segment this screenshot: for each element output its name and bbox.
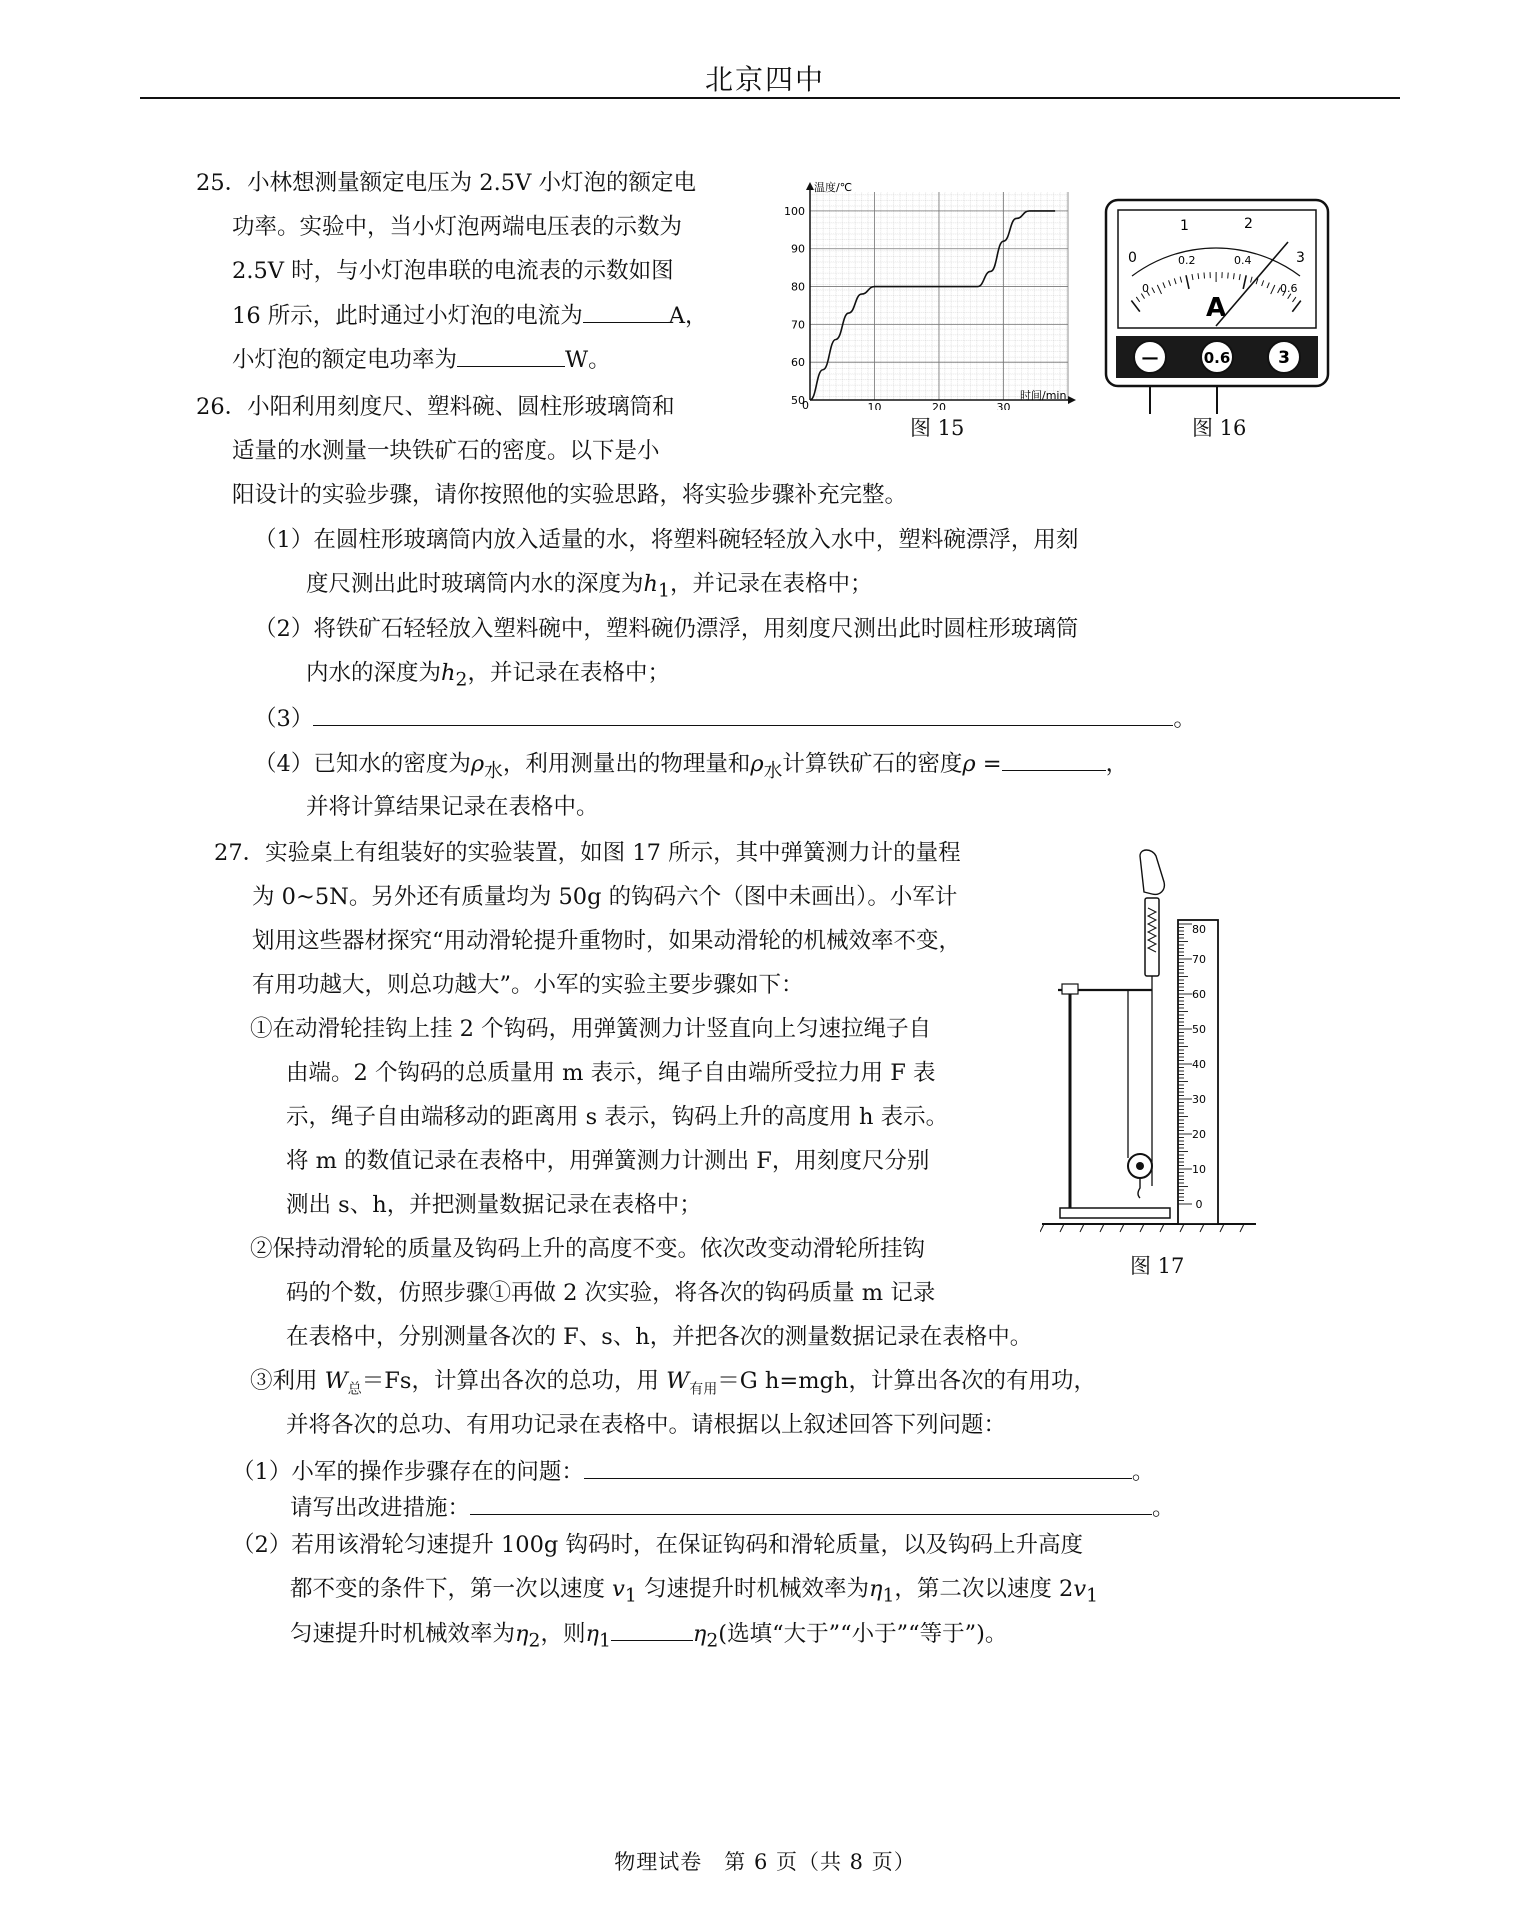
q26-step4-mid: ，利用测量出的物理量和 [502,751,751,777]
q27-sub2-b-text: 都不变的条件下，第一次以速度 [290,1576,613,1602]
q27-sub2-b [290,1574,1098,1612]
q27-intro-4: 有用功越大，则总功越大”。小军的实验主要步骤如下： [252,972,804,998]
fig15-x-label: 时间/min [1020,389,1067,402]
q26-step1-a: （1）在圆柱形玻璃筒内放入适量的水，将塑料碗轻轻放入水中，塑料碗漂浮，用刻 [254,527,1079,553]
q26-step3-blank[interactable] [313,703,1173,726]
q25-unit-w: W。 [565,347,611,373]
q27-step2-3: 在表格中，分别测量各次的 F、s、h，并把各次的测量数据记录在表格中。 [286,1324,1033,1350]
q25-line-4-text: 16 所示，此时通过小灯泡的电流为 [232,303,583,329]
q27-problem-blank[interactable] [584,1456,1132,1479]
q25-current-blank[interactable] [583,300,669,323]
q27-w-useful-sub: 有用 [689,1381,718,1398]
q25-line-2: 功率。实验中，当小灯泡两端电压表的示数为 [232,214,683,240]
q26-step1-b-text: 度尺测出此时玻璃筒内水的深度为 [306,571,644,597]
fig17-base [1060,1208,1170,1218]
q26-line-3: 阳设计的实验步骤，请你按照他的实验思路，将实验步骤补充完整。 [232,482,908,508]
fig15-chart [772,178,1088,410]
fig15-y-label: 温度/℃ [814,181,853,194]
fig16-top-0: 0 [1128,250,1137,266]
q26-step2-b [306,658,670,696]
fig16-top-2: 2 [1244,216,1253,232]
fig17-ruler-label-60: 60 [1192,988,1206,1001]
header-rule [140,97,1400,99]
fig15-origin-label: 0 [802,399,809,410]
q26-step4-end: ， [1105,751,1129,777]
fig15-x-arrow-icon [1068,396,1076,404]
q27-v-sub-2: 1 [1086,1585,1099,1607]
fig15-caption: 图 15 [910,416,965,440]
q27-sub1-question [232,1456,1154,1487]
q26-density-eq: ρ = [962,751,1002,777]
q27-sub2-b-mid: 匀速提升时机械效率为 [636,1576,869,1602]
q27-step1-4: 将 m 的数值记录在表格中，用弹簧测力计测出 F，用刻度尺分别 [286,1148,930,1174]
fig17-ruler-label-20: 20 [1192,1128,1206,1141]
fig17-ruler-label-10: 10 [1192,1163,1206,1176]
fig15-ytick-70: 70 [791,318,805,332]
q27-sub2-c-mid: ，则 [540,1621,586,1647]
q27-sub1-fix [290,1492,1175,1523]
q25-line-4 [232,300,708,331]
q27-sub2-a: （2）若用该滑轮匀速提升 100g 钩码时，在保证钩码和滑轮质量，以及钩码上升高度 [232,1532,1083,1558]
q27-sub1-text: （1）小军的操作步骤存在的问题： [232,1459,584,1485]
fig17-ruler-label-0: 0 [1195,1198,1203,1211]
fig15-ytick-80: 80 [791,280,805,294]
fig17-hook-icon [1138,1178,1140,1198]
fig17-clamp [1062,984,1078,994]
q27-step1-3: 示，绳子自由端移动的距离用 s 表示，钩码上升的高度用 h 表示。 [286,1104,949,1130]
fig15-ytick-90: 90 [791,242,805,256]
q26-density-blank[interactable] [1002,748,1106,771]
fig16-tick [1228,273,1229,279]
fig15-y-arrow-icon [806,182,814,190]
q26-line-1: 26．小阳利用刻度尺、塑料碗、圆柱形玻璃筒和 [196,394,675,420]
q25-unit-a: A， [668,303,708,329]
q27-v: v [612,1576,625,1602]
fig16-bottom-3: 0.6 [1280,282,1298,295]
q26-rho: ρ [470,751,485,777]
q26-rho-2: ρ [750,751,764,777]
fig15-xtick-10: 10 [867,401,882,410]
q27-sub2-b-mid2: ，第二次以速度 2 [894,1576,1074,1602]
q27-v-sub: 1 [624,1585,637,1607]
fig16-terminal-label-06: 0.6 [1203,349,1231,367]
q27-step1-2: 由端。2 个钩码的总质量用 m 表示，绳子自由端所受拉力用 F 表 [286,1060,936,1086]
q26-rho-sub-2: 水 [763,760,783,782]
q27-eta2-cmp-sub: 2 [706,1630,719,1652]
q27-sub2-c [290,1618,1007,1657]
q27-sub1-period: 。 [1131,1459,1155,1485]
page-footer: 物理试卷 第 6 页（共 8 页） [614,1850,916,1874]
q27-v-2: v [1073,1576,1087,1602]
q26-h2-var: h [441,660,456,686]
q26-step4-mid2: 计算铁矿石的密度 [782,751,963,777]
q27-fix-text: 请写出改进措施： [290,1495,471,1521]
q27-step3-pre: ③利用 [250,1368,325,1394]
q27-intro-2: 为 0~5N。另外还有质量均为 50g 的钩码六个（图中未画出）。小军计 [252,884,958,910]
fig15-xtick-30: 30 [996,401,1011,410]
q26-step2-a: （2）将铁矿石轻轻放入塑料碗中，塑料碗仍漂浮，用刻度尺测出此时圆柱形玻璃筒 [254,616,1079,642]
q27-eta1-cmp: η [585,1621,599,1647]
q27-step1-1: ①在动滑轮挂钩上挂 2 个钩码，用弹簧测力计竖直向上匀速拉绳子自 [250,1016,932,1042]
q26-step3-end: 。 [1173,706,1196,732]
q26-step1-b-end: ，并记录在表格中； [669,571,873,597]
q25-line-1: 25．小林想测量额定电压为 2.5V 小灯泡的额定电 [196,170,696,196]
q25-line-5-text: 小灯泡的额定电功率为 [232,347,458,373]
q26-h-var: h [643,571,659,597]
fig17-apparatus [1040,846,1260,1236]
fig17-pulley-axle [1136,1162,1144,1170]
q26-line-2: 适量的水测量一块铁矿石的密度。以下是小 [232,438,660,464]
q26-h-sub: 1 [658,580,670,602]
fig17-ruler-label-80: 80 [1192,923,1206,936]
fig17-ruler-label-30: 30 [1192,1093,1206,1106]
q26-step4-b: 并将计算结果记录在表格中。 [306,794,599,820]
fig16-bottom-2: 0.4 [1234,254,1252,267]
fig17-hand-icon [1140,850,1164,894]
school-header: 北京四中 [704,63,825,96]
q26-step3-label: （3） [254,706,314,732]
fig17-ruler-label-50: 50 [1192,1023,1206,1036]
q27-intro-3: 划用这些器材探究“用动滑轮提升重物时，如果动滑轮的机械效率不变， [252,928,962,954]
q27-fix-blank[interactable] [470,1492,1152,1515]
fig16-terminal-label-3: 3 [1278,348,1290,368]
fig15-ytick-100: 100 [784,204,805,218]
q27-eta2-cmp: η [692,1621,707,1647]
q27-eta-sub: 1 [882,1585,895,1607]
q26-rho-sub: 水 [484,760,503,782]
fig16-unit-label: A [1206,293,1227,323]
q27-step2-2: 码的个数，仿照步骤①再做 2 次实验，将各次的钩码质量 m 记录 [286,1280,936,1306]
q27-step3-post: ＝G h=mgh，计算出各次的有用功， [717,1368,1096,1394]
q27-compare-blank[interactable] [611,1618,693,1641]
q25-line-3: 2.5V 时，与小灯泡串联的电流表的示数如图 [232,258,674,284]
q26-step2-b-text: 内水的深度为 [306,660,442,686]
q27-w-total: W [324,1368,348,1394]
q26-step4 [254,748,1128,787]
fig16-top-1: 1 [1180,218,1189,234]
fig17-caption: 图 17 [1130,1254,1185,1278]
q27-sub2-c-text: 匀速提升时机械效率为 [290,1621,516,1647]
fig15-xtick-20: 20 [932,401,946,410]
q26-step1-b [306,569,872,607]
q27-eta1-cmp-sub: 1 [598,1630,611,1652]
q27-step3-a [250,1366,1096,1405]
q27-intro-1: 27．实验桌上有组装好的实验装置，如图 17 所示，其中弹簧测力计的量程 [214,840,961,866]
q27-step1-5: 测出 s、h，并把测量数据记录在表格中； [286,1192,702,1218]
fig17-ruler-label-70: 70 [1192,953,1206,966]
q27-step2-1: ②保持动滑轮的质量及钩码上升的高度不变。依次改变动滑轮所挂钩 [250,1236,926,1262]
q26-step2-b-end: ，并记录在表格中； [467,660,670,686]
q25-line-5 [232,344,611,375]
q27-fix-period: 。 [1152,1495,1175,1521]
q27-sub2-c-end: (选填“大于”“小于”“等于”)。 [718,1621,1008,1647]
q26-step4-text: （4）已知水的密度为 [254,751,471,777]
fig15-ytick-60: 60 [791,356,805,370]
q27-step3-b: 并将各次的总功、有用功记录在表格中。请根据以上叙述回答下列问题： [286,1412,1007,1438]
fig16-top-3: 3 [1296,250,1305,266]
q26-step3 [254,703,1196,734]
q27-eta2-sub: 2 [528,1630,541,1652]
fig16-ammeter [1104,198,1334,418]
q27-w-useful: W [666,1368,690,1394]
q27-step3-mid: ＝Fs，计算出各次的总功，用 [361,1368,667,1394]
q25-power-blank[interactable] [457,344,565,367]
q27-eta2: η [515,1621,529,1647]
q27-eta: η [868,1576,883,1602]
fig17-table-hatch [1040,1224,1244,1232]
fig15-ytick-50: 50 [791,394,805,407]
fig16-tick [1204,273,1205,279]
fig16-terminal-label-neg: — [1141,348,1159,368]
fig16-bottom-0: 0 [1142,282,1149,295]
q27-w-total-sub: 总 [347,1381,362,1398]
fig16-bottom-1: 0.2 [1178,254,1196,267]
q26-h2-sub: 2 [455,669,468,691]
fig17-ruler-label-40: 40 [1192,1058,1206,1071]
fig16-caption: 图 16 [1192,416,1247,440]
